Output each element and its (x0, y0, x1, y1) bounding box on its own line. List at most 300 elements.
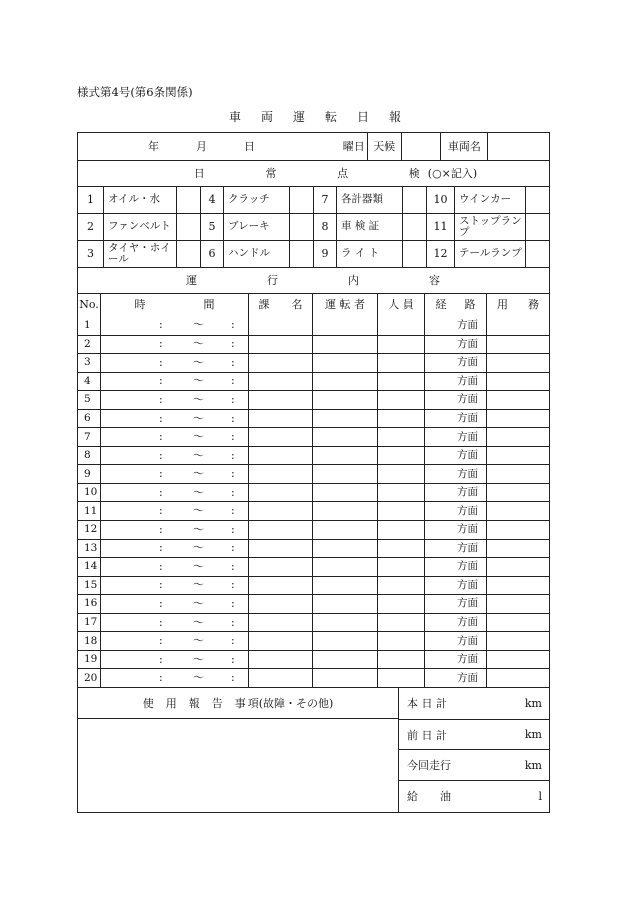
row-number: 4 (84, 374, 91, 387)
route-field[interactable]: 方面 (424, 465, 486, 483)
table-row (78, 557, 549, 576)
table-row (78, 390, 549, 409)
driver-field[interactable] (312, 354, 377, 372)
check-mark-field[interactable] (289, 187, 313, 213)
people-field[interactable] (377, 502, 424, 520)
time-separator: 〜 (193, 578, 204, 592)
time-field[interactable] (100, 428, 248, 446)
bottom-section (78, 687, 549, 812)
purpose-field[interactable] (486, 521, 549, 539)
title-char: 運 (292, 110, 305, 124)
row-number: 8 (84, 449, 91, 462)
time-separator: 〜 (193, 318, 204, 332)
row-number: 9 (84, 467, 91, 480)
check-mark-field[interactable] (176, 214, 200, 240)
time-field[interactable] (100, 336, 248, 354)
daily-check-title (78, 161, 549, 186)
purpose-field[interactable] (486, 669, 549, 687)
col-dept-a: 課 (258, 298, 270, 312)
purpose-field[interactable] (486, 410, 549, 428)
check-mark-field[interactable] (176, 241, 200, 267)
check-mark-field[interactable] (402, 241, 426, 267)
form-number: 様式第4号(第6条関係) (77, 85, 193, 99)
time-colon: : (159, 652, 163, 666)
time-separator: 〜 (193, 560, 204, 574)
title-char: 告 (211, 696, 223, 710)
time-colon: : (159, 374, 163, 388)
department-field[interactable] (248, 354, 312, 372)
purpose-field[interactable] (486, 391, 549, 409)
check-no: 3 (87, 247, 94, 261)
check-mark-field[interactable] (289, 214, 313, 240)
time-field[interactable] (100, 521, 248, 539)
check-label: タイヤ・ホイール (103, 241, 176, 267)
table-row (78, 613, 549, 632)
check-mark-field[interactable] (176, 187, 200, 213)
check-row (78, 186, 549, 213)
people-field[interactable] (377, 373, 424, 391)
department-field[interactable] (248, 336, 312, 354)
check-label: クラッチ (223, 187, 289, 213)
check-mark-field[interactable] (402, 214, 426, 240)
department-field[interactable] (248, 502, 312, 520)
purpose-field[interactable] (486, 336, 549, 354)
table-row (78, 446, 549, 465)
check-label: 車 検 証 (336, 214, 402, 240)
check-note: (○×記入) (427, 166, 478, 180)
time-colon: : (231, 430, 235, 444)
driver-field[interactable] (312, 391, 377, 409)
people-field[interactable] (377, 577, 424, 595)
daily-check-header (78, 160, 549, 186)
department-field[interactable] (248, 521, 312, 539)
table-row (78, 316, 549, 335)
vehicle-name-field[interactable] (487, 133, 549, 160)
row-number: 15 (84, 578, 98, 591)
table-row (78, 668, 549, 687)
time-separator: 〜 (193, 337, 204, 351)
time-colon: : (231, 615, 235, 629)
check-no: 11 (426, 214, 454, 240)
time-field[interactable] (100, 373, 248, 391)
route-field[interactable]: 方面 (424, 521, 486, 539)
time-field[interactable] (100, 651, 248, 669)
department-field[interactable] (248, 373, 312, 391)
meter-label: 今回走行 (407, 759, 451, 773)
people-field[interactable] (377, 614, 424, 632)
table-row (78, 483, 549, 502)
department-field[interactable] (248, 465, 312, 483)
document-title (0, 108, 630, 125)
table-row (78, 353, 549, 372)
time-colon: : (231, 597, 235, 611)
title-char: 日 (193, 166, 205, 180)
time-field[interactable] (100, 465, 248, 483)
table-row (78, 631, 549, 650)
time-field[interactable] (100, 447, 248, 465)
route-field[interactable]: 方面 (424, 651, 486, 669)
time-colon: : (231, 318, 235, 332)
route-field[interactable]: 方面 (424, 502, 486, 520)
people-field[interactable] (377, 336, 424, 354)
meter-this-trip[interactable] (399, 749, 549, 780)
department-field[interactable] (248, 447, 312, 465)
meter-today[interactable] (399, 688, 549, 719)
time-colon: : (231, 560, 235, 574)
check-no: 4 (200, 187, 223, 213)
driver-field[interactable] (312, 595, 377, 613)
route-field[interactable]: 方面 (424, 447, 486, 465)
row-number: 2 (84, 337, 91, 350)
check-mark-field[interactable] (289, 241, 313, 267)
time-colon: : (159, 393, 163, 407)
department-field[interactable] (248, 669, 312, 687)
time-separator: 〜 (193, 374, 204, 388)
time-field[interactable] (100, 391, 248, 409)
row-number: 16 (84, 597, 98, 610)
time-colon: : (159, 523, 163, 537)
route-field[interactable]: 方面 (424, 391, 486, 409)
meter-fuel[interactable] (399, 780, 549, 811)
driver-field[interactable] (312, 410, 377, 428)
people-field[interactable] (377, 521, 424, 539)
title-char: 車 (228, 110, 241, 124)
vehicle-log-form (77, 132, 550, 813)
col-route-a: 経 (435, 298, 447, 312)
time-field[interactable] (100, 614, 248, 632)
route-field[interactable]: 方面 (424, 540, 486, 558)
route-field[interactable]: 方面 (424, 632, 486, 650)
purpose-field[interactable] (486, 447, 549, 465)
department-field[interactable] (248, 651, 312, 669)
driver-field[interactable] (312, 336, 377, 354)
time-field[interactable] (100, 595, 248, 613)
table-row (78, 594, 549, 613)
time-colon: : (231, 523, 235, 537)
check-no: 9 (313, 241, 336, 267)
people-field[interactable] (377, 540, 424, 558)
meter-unit: km (524, 728, 542, 742)
check-label: ハンドル (223, 241, 289, 267)
department-field[interactable] (248, 428, 312, 446)
year-label: 年 (148, 139, 159, 153)
driver-field[interactable] (312, 428, 377, 446)
vehicle-name-label: 車両名 (440, 133, 487, 160)
time-field[interactable] (100, 632, 248, 650)
purpose-field[interactable] (486, 373, 549, 391)
time-colon: : (159, 337, 163, 351)
people-field[interactable] (377, 391, 424, 409)
row-number: 1 (84, 318, 91, 331)
time-colon: : (231, 652, 235, 666)
row-number: 14 (84, 560, 98, 573)
time-colon: : (231, 393, 235, 407)
title-char: 運 (186, 273, 197, 287)
purpose-field[interactable] (486, 502, 549, 520)
row-number: 19 (84, 653, 98, 666)
time-colon: : (159, 485, 163, 499)
people-field[interactable] (377, 354, 424, 372)
time-separator: 〜 (193, 448, 204, 462)
table-row (78, 520, 549, 539)
time-separator: 〜 (193, 523, 204, 537)
driver-field[interactable] (312, 558, 377, 576)
time-colon: : (231, 634, 235, 648)
check-mark-field[interactable] (525, 241, 549, 267)
date-field[interactable] (78, 133, 337, 160)
title-char: 常 (265, 166, 277, 180)
department-field[interactable] (248, 540, 312, 558)
title-char: 内 (348, 273, 359, 287)
driver-field[interactable] (312, 502, 377, 520)
purpose-field[interactable] (486, 354, 549, 372)
title-char: 行 (267, 273, 278, 287)
operation-title (78, 268, 549, 293)
col-driver: 運 転 者 (312, 294, 377, 316)
time-separator: 〜 (193, 634, 204, 648)
purpose-field[interactable] (486, 632, 549, 650)
check-label: ラ イ ト (336, 241, 402, 267)
col-time-b: 間 (203, 298, 215, 312)
department-field[interactable] (248, 484, 312, 502)
report-title-tail: 項(故障・その他) (247, 696, 334, 710)
check-no: 12 (426, 241, 454, 267)
route-field[interactable]: 方面 (424, 336, 486, 354)
time-separator: 〜 (193, 393, 204, 407)
row-number: 10 (84, 486, 98, 499)
row-number: 12 (84, 523, 98, 536)
check-mark-field[interactable] (525, 214, 549, 240)
title-char: 転 (324, 110, 337, 124)
check-no: 8 (313, 214, 336, 240)
time-colon: : (231, 374, 235, 388)
col-purpose (486, 294, 549, 316)
check-label: ブレーキ (223, 214, 289, 240)
time-colon: : (231, 541, 235, 555)
purpose-field[interactable] (486, 465, 549, 483)
department-field[interactable] (248, 558, 312, 576)
col-department (248, 294, 312, 316)
time-separator: 〜 (193, 652, 204, 666)
purpose-field[interactable] (486, 577, 549, 595)
row-number: 18 (84, 634, 98, 647)
time-separator: 〜 (193, 485, 204, 499)
table-row (78, 539, 549, 558)
operation-column-headers (78, 293, 549, 316)
meter-previous[interactable] (399, 719, 549, 750)
route-field[interactable]: 方面 (424, 558, 486, 576)
driver-field[interactable] (312, 465, 377, 483)
col-time-a: 時 (134, 298, 146, 312)
time-separator: 〜 (193, 597, 204, 611)
people-field[interactable] (377, 595, 424, 613)
driver-field[interactable] (312, 373, 377, 391)
operation-header (78, 267, 549, 293)
driver-field[interactable] (312, 447, 377, 465)
time-field[interactable] (100, 669, 248, 687)
department-field[interactable] (248, 632, 312, 650)
col-route (424, 294, 486, 316)
route-field[interactable]: 方面 (424, 316, 486, 335)
check-no: 2 (87, 220, 94, 234)
time-colon: : (159, 467, 163, 481)
check-no: 6 (200, 241, 223, 267)
department-field[interactable] (248, 577, 312, 595)
route-field[interactable]: 方面 (424, 354, 486, 372)
time-field[interactable] (100, 316, 248, 335)
meter-label: 本 日 計 (407, 697, 447, 711)
meter-unit: km (524, 758, 542, 772)
time-field[interactable] (100, 354, 248, 372)
meter-panel (398, 688, 549, 812)
month-label: 月 (196, 139, 207, 153)
weekday-label: 曜日 (342, 139, 365, 153)
purpose-field[interactable] (486, 558, 549, 576)
time-field[interactable] (100, 558, 248, 576)
check-label: ウインカー (454, 187, 525, 213)
time-field[interactable] (100, 502, 248, 520)
people-field[interactable] (377, 465, 424, 483)
row-number: 5 (84, 393, 91, 406)
row-number: 11 (84, 504, 98, 517)
purpose-field[interactable] (486, 651, 549, 669)
people-field[interactable] (377, 410, 424, 428)
time-separator: 〜 (193, 411, 204, 425)
row-number: 13 (84, 541, 98, 554)
time-colon: : (159, 448, 163, 462)
route-field[interactable]: 方面 (424, 484, 486, 502)
operation-rows (78, 316, 549, 687)
driver-field[interactable] (312, 632, 377, 650)
department-field[interactable] (248, 410, 312, 428)
table-row (78, 409, 549, 428)
meter-label: 前 日 計 (407, 728, 447, 742)
people-field[interactable] (377, 447, 424, 465)
table-row (78, 427, 549, 446)
driver-field[interactable] (312, 669, 377, 687)
department-field[interactable] (248, 595, 312, 613)
row-number: 6 (84, 412, 91, 424)
check-row (78, 240, 549, 267)
purpose-field[interactable] (486, 316, 549, 335)
time-colon: : (159, 504, 163, 518)
people-field[interactable] (377, 316, 424, 335)
purpose-field[interactable] (486, 540, 549, 558)
people-field[interactable] (377, 669, 424, 687)
col-no: No. (79, 298, 99, 312)
time-field[interactable] (100, 540, 248, 558)
driver-field[interactable] (312, 614, 377, 632)
time-separator: 〜 (193, 504, 204, 518)
purpose-field[interactable] (486, 484, 549, 502)
people-field[interactable] (377, 484, 424, 502)
time-colon: : (231, 448, 235, 462)
time-separator: 〜 (193, 356, 204, 370)
meter-unit: km (524, 696, 542, 710)
department-field[interactable] (248, 614, 312, 632)
time-field[interactable] (100, 484, 248, 502)
time-colon: : (231, 504, 235, 518)
row-number: 17 (84, 616, 98, 629)
table-row (78, 650, 549, 669)
time-colon: : (231, 578, 235, 592)
title-char: 両 (260, 110, 273, 124)
report-text-area[interactable] (78, 719, 398, 812)
route-field[interactable]: 方面 (424, 428, 486, 446)
people-field[interactable] (377, 428, 424, 446)
time-colon: : (159, 578, 163, 592)
time-colon: : (231, 467, 235, 481)
purpose-field[interactable] (486, 595, 549, 613)
department-field[interactable] (248, 391, 312, 409)
col-purpose-a: 用 (497, 298, 508, 312)
title-char: 容 (429, 273, 440, 287)
route-field[interactable]: 方面 (424, 373, 486, 391)
check-no: 7 (313, 187, 336, 213)
report-title (78, 688, 398, 719)
time-colon: : (231, 671, 235, 685)
time-field[interactable] (100, 577, 248, 595)
date-row (78, 133, 549, 160)
table-row (78, 372, 549, 391)
driver-field[interactable] (312, 484, 377, 502)
table-row (78, 335, 549, 354)
table-row (78, 464, 549, 483)
route-field[interactable]: 方面 (424, 614, 486, 632)
purpose-field[interactable] (486, 614, 549, 632)
time-field[interactable] (100, 410, 248, 428)
time-colon: : (159, 411, 163, 425)
weather-field[interactable] (401, 133, 441, 160)
table-row (78, 501, 549, 520)
col-purpose-b: 務 (528, 298, 539, 312)
check-no: 1 (87, 193, 94, 207)
driver-field[interactable] (312, 577, 377, 595)
driver-field[interactable] (312, 521, 377, 539)
time-colon: : (159, 541, 163, 555)
people-field[interactable] (377, 558, 424, 576)
route-field[interactable]: 方面 (424, 669, 486, 687)
driver-field[interactable] (312, 316, 377, 335)
time-colon: : (159, 560, 163, 574)
time-colon: : (159, 615, 163, 629)
driver-field[interactable] (312, 651, 377, 669)
title-char: 検 (408, 166, 420, 180)
time-colon: : (159, 634, 163, 648)
purpose-field[interactable] (486, 428, 549, 446)
department-field[interactable] (248, 316, 312, 335)
time-colon: : (231, 337, 235, 351)
people-field[interactable] (377, 651, 424, 669)
route-field[interactable]: 方面 (424, 410, 486, 428)
time-separator: 〜 (193, 615, 204, 629)
route-field[interactable]: 方面 (424, 577, 486, 595)
row-number: 3 (84, 356, 91, 369)
title-char: 報 (188, 696, 200, 710)
usage-report (78, 688, 398, 812)
time-colon: : (159, 671, 163, 685)
meter-unit: l (538, 789, 542, 803)
check-mark-field[interactable] (402, 187, 426, 213)
col-time (100, 294, 248, 316)
col-people: 人 員 (377, 294, 424, 316)
title-char: 日 (356, 110, 369, 124)
route-field[interactable]: 方面 (424, 595, 486, 613)
people-field[interactable] (377, 632, 424, 650)
check-mark-field[interactable] (525, 187, 549, 213)
driver-field[interactable] (312, 540, 377, 558)
table-row (78, 576, 549, 595)
